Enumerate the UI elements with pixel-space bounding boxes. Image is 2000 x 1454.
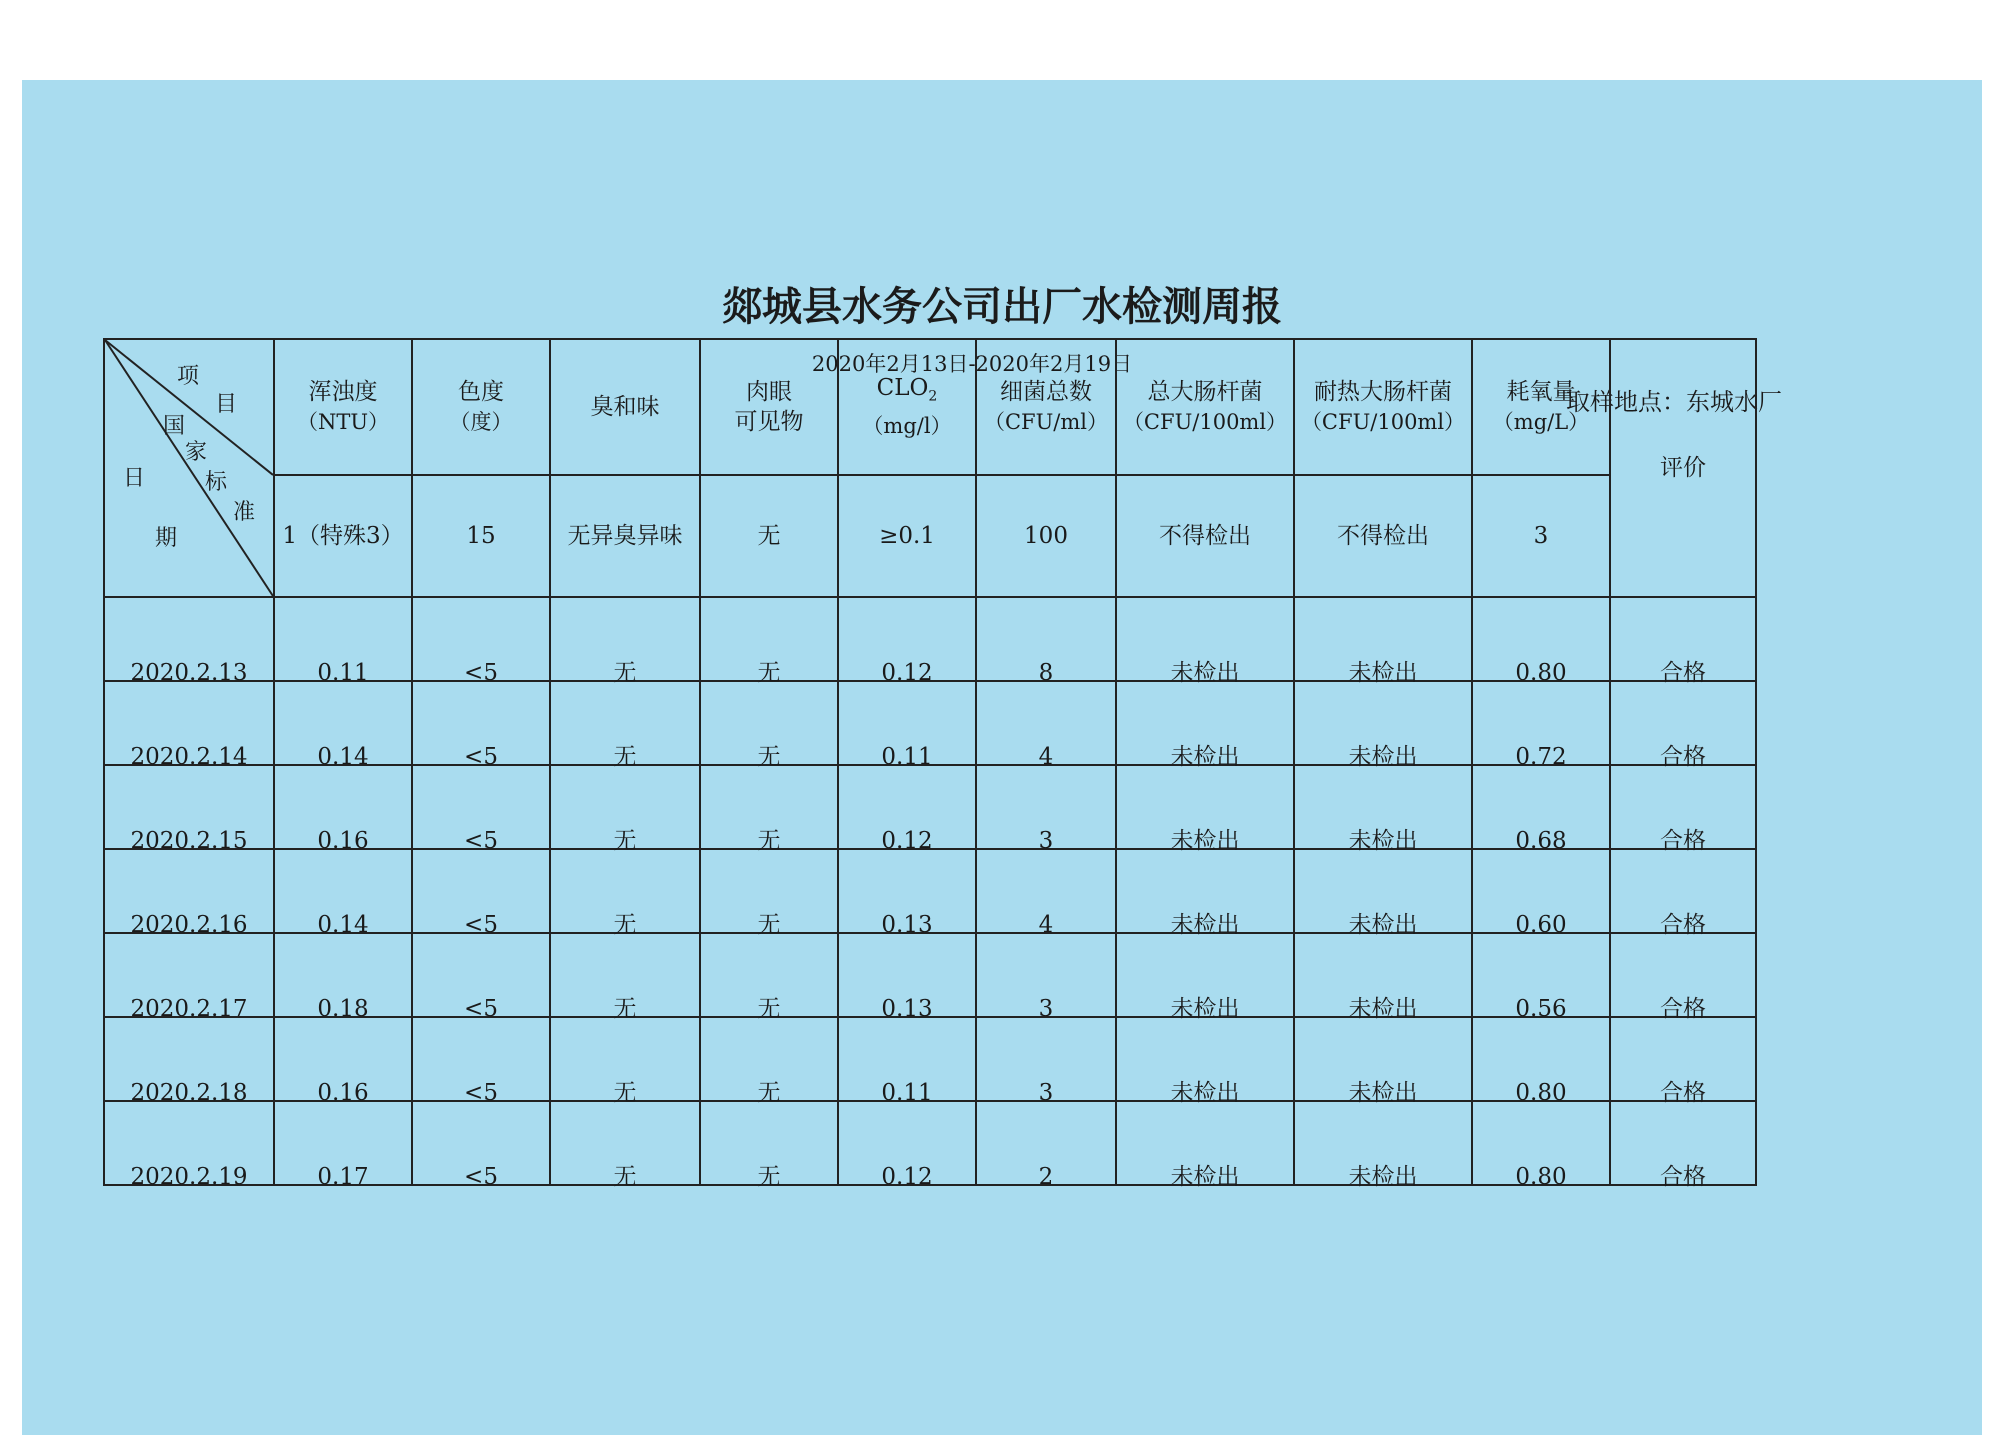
cell-value: 无 xyxy=(613,1080,637,1106)
cell-value: 合格 xyxy=(1660,660,1706,686)
cell-thermo-coliform xyxy=(1294,933,1472,1022)
cell-value: 无 xyxy=(613,744,637,770)
cell-value: 0.68 xyxy=(1515,828,1567,854)
cell-value: 无 xyxy=(613,660,637,686)
cell-value: 合格 xyxy=(1660,996,1706,1022)
cell-value: 2020.2.13 xyxy=(130,660,248,686)
cell-value: 0.11 xyxy=(881,1080,933,1106)
clo2-subscript: 2 xyxy=(928,388,938,405)
table-row xyxy=(104,849,1756,933)
cell-coliform xyxy=(1116,849,1294,938)
cell-value: 2020.2.18 xyxy=(130,1080,248,1106)
cell-value: 0.13 xyxy=(881,912,933,938)
cell-value: 0.72 xyxy=(1515,744,1567,770)
standard-coliform: 不得检出 xyxy=(1116,475,1294,597)
cell-date xyxy=(104,681,274,770)
cell-eval xyxy=(1610,681,1756,770)
thermo-coliform-unit: （CFU/100ml） xyxy=(1300,410,1466,434)
cell-odor xyxy=(550,1017,700,1106)
cell-value: 未检出 xyxy=(1348,1164,1418,1190)
cell-clo2 xyxy=(838,1101,976,1190)
cell-coliform xyxy=(1116,933,1294,1022)
cell-value: 0.16 xyxy=(317,1080,369,1106)
cell-odor xyxy=(550,849,700,938)
cell-oxygen xyxy=(1472,765,1610,854)
cell-visible xyxy=(700,1017,838,1106)
table-row xyxy=(104,681,1756,765)
oxygen-name: 耗氧量 xyxy=(1506,379,1576,405)
standard-odor: 无异臭异味 xyxy=(550,475,700,597)
cell-value: 未检出 xyxy=(1170,996,1240,1022)
cell-bacteria xyxy=(976,597,1116,686)
cell-value: 合格 xyxy=(1660,1164,1706,1190)
odor-name: 臭和味 xyxy=(590,394,660,420)
cell-bacteria xyxy=(976,933,1116,1022)
cell-value: 未检出 xyxy=(1170,912,1240,938)
cell-value: 无 xyxy=(613,912,637,938)
cell-coliform xyxy=(1116,681,1294,770)
cell-oxygen xyxy=(1472,597,1610,686)
cell-eval xyxy=(1610,597,1756,686)
report-title: 郯城县水务公司出厂水检测周报 xyxy=(722,284,1282,330)
cell-value: 0.12 xyxy=(881,828,933,854)
header-coliform xyxy=(1116,339,1294,475)
corner-date-char-2: 期 xyxy=(155,526,178,551)
standard-bacteria: 100 xyxy=(976,475,1116,597)
cell-value: 未检出 xyxy=(1348,912,1418,938)
cell-bacteria xyxy=(976,681,1116,770)
cell-visible xyxy=(700,765,838,854)
cell-value: 合格 xyxy=(1660,1080,1706,1106)
cell-color xyxy=(412,765,550,854)
cell-value: 0.14 xyxy=(317,744,369,770)
sampling-location: 取样地点：东城水厂 xyxy=(1566,388,1782,416)
cell-oxygen xyxy=(1472,1101,1610,1190)
standard-color: 15 xyxy=(412,475,550,597)
cell-color xyxy=(412,681,550,770)
bacteria-unit: （CFU/ml） xyxy=(983,410,1109,434)
header-oxygen xyxy=(1472,339,1610,475)
cell-value: 3 xyxy=(1038,996,1054,1022)
cell-thermo-coliform xyxy=(1294,765,1472,854)
cell-value: 3 xyxy=(1038,1080,1054,1106)
cell-value: 0.80 xyxy=(1515,660,1567,686)
corner-cell xyxy=(104,339,274,597)
table-row xyxy=(104,1101,1756,1185)
header-row-standards xyxy=(104,475,1756,597)
corner-standard-char-2: 家 xyxy=(185,440,208,465)
cell-value: 无 xyxy=(757,1164,781,1190)
standard-visible: 无 xyxy=(700,475,838,597)
coliform-unit: （CFU/100ml） xyxy=(1122,410,1288,434)
data-rows xyxy=(104,597,1756,1190)
cell-clo2 xyxy=(838,681,976,770)
cell-value: 3 xyxy=(1038,828,1054,854)
turbidity-unit: （NTU） xyxy=(296,410,390,434)
cell-value: <5 xyxy=(464,1164,498,1190)
cell-date xyxy=(104,1101,274,1190)
cell-bacteria xyxy=(976,765,1116,854)
cell-value: 0.60 xyxy=(1515,912,1567,938)
cell-odor xyxy=(550,765,700,854)
cell-value: 0.17 xyxy=(317,1164,369,1190)
cell-color xyxy=(412,1017,550,1106)
cell-value: 2020.2.15 xyxy=(130,828,248,854)
coliform-name: 总大肠杆菌 xyxy=(1147,379,1263,405)
header-odor xyxy=(550,339,700,475)
cell-value: 4 xyxy=(1038,912,1054,938)
header-visible-matter xyxy=(700,339,838,475)
cell-coliform xyxy=(1116,597,1294,686)
cell-eval xyxy=(1610,1017,1756,1106)
cell-value: 无 xyxy=(757,1080,781,1106)
cell-eval xyxy=(1610,933,1756,1022)
standard-thermo-coliform: 不得检出 xyxy=(1294,475,1472,597)
cell-value: 2020.2.19 xyxy=(130,1164,248,1190)
header-evaluation: 评价 xyxy=(1610,339,1756,597)
cell-bacteria xyxy=(976,849,1116,938)
cell-thermo-coliform xyxy=(1294,1101,1472,1190)
cell-visible xyxy=(700,933,838,1022)
cell-value: 4 xyxy=(1038,744,1054,770)
cell-eval xyxy=(1610,1101,1756,1190)
cell-value: 0.80 xyxy=(1515,1080,1567,1106)
cell-thermo-coliform xyxy=(1294,1017,1472,1106)
header-color xyxy=(412,339,550,475)
cell-value: <5 xyxy=(464,912,498,938)
cell-value: 8 xyxy=(1038,660,1054,686)
cell-value: 未检出 xyxy=(1170,828,1240,854)
cell-oxygen xyxy=(1472,849,1610,938)
thermo-coliform-name: 耐热大肠杆菌 xyxy=(1314,379,1452,405)
cell-visible xyxy=(700,597,838,686)
standard-turbidity: 1（特殊3） xyxy=(274,475,412,597)
cell-odor xyxy=(550,597,700,686)
cell-turbidity xyxy=(274,681,412,770)
cell-date xyxy=(104,1017,274,1106)
cell-value: 2 xyxy=(1038,1164,1054,1190)
cell-value: 未检出 xyxy=(1170,1080,1240,1106)
cell-value: 未检出 xyxy=(1348,828,1418,854)
cell-visible xyxy=(700,849,838,938)
cell-value: 0.13 xyxy=(881,996,933,1022)
cell-value: 未检出 xyxy=(1348,1080,1418,1106)
cell-odor xyxy=(550,1101,700,1190)
cell-color xyxy=(412,849,550,938)
turbidity-name: 浑浊度 xyxy=(308,379,378,405)
water-quality-table xyxy=(103,338,1757,1190)
cell-value: 0.12 xyxy=(881,660,933,686)
cell-oxygen xyxy=(1472,681,1610,770)
cell-value: 合格 xyxy=(1660,828,1706,854)
cell-coliform xyxy=(1116,1017,1294,1106)
cell-bacteria xyxy=(976,1101,1116,1190)
corner-item-char-1: 项 xyxy=(177,364,200,389)
cell-value: <5 xyxy=(464,660,498,686)
clo2-unit: （mg/l） xyxy=(862,414,952,439)
header-thermo-coliform xyxy=(1294,339,1472,475)
cell-date xyxy=(104,849,274,938)
cell-value: <5 xyxy=(464,828,498,854)
cell-value: 未检出 xyxy=(1348,744,1418,770)
standard-clo2: ≥0.1 xyxy=(838,475,976,597)
visible-name: 肉眼 xyxy=(746,379,792,405)
cell-value: 未检出 xyxy=(1170,660,1240,686)
cell-value: 0.14 xyxy=(317,912,369,938)
cell-value: 无 xyxy=(613,996,637,1022)
header-row-items xyxy=(104,339,1756,475)
cell-value: 无 xyxy=(757,660,781,686)
cell-value: 0.18 xyxy=(317,996,369,1022)
cell-date xyxy=(104,765,274,854)
cell-clo2 xyxy=(838,849,976,938)
cell-turbidity xyxy=(274,1101,412,1190)
cell-value: 无 xyxy=(757,996,781,1022)
cell-value: 0.80 xyxy=(1515,1164,1567,1190)
cell-clo2 xyxy=(838,765,976,854)
corner-standard-char-4: 准 xyxy=(233,500,256,525)
cell-coliform xyxy=(1116,1101,1294,1190)
cell-color xyxy=(412,1101,550,1190)
cell-value: 无 xyxy=(613,1164,637,1190)
table-row xyxy=(104,765,1756,849)
corner-standard-char-3: 标 xyxy=(205,470,228,495)
cell-value: <5 xyxy=(464,996,498,1022)
clo2-name: $CLO_2$ xyxy=(876,374,938,405)
cell-value: 0.11 xyxy=(881,744,933,770)
corner-item-char-2: 目 xyxy=(215,392,238,417)
cell-value: 合格 xyxy=(1660,744,1706,770)
cell-turbidity xyxy=(274,597,412,686)
header-clo2 xyxy=(838,339,976,475)
cell-date xyxy=(104,933,274,1022)
table-row xyxy=(104,933,1756,1017)
cell-value: 无 xyxy=(757,744,781,770)
cell-oxygen xyxy=(1472,933,1610,1022)
cell-odor xyxy=(550,933,700,1022)
cell-coliform xyxy=(1116,765,1294,854)
cell-turbidity xyxy=(274,933,412,1022)
visible-unit: 可见物 xyxy=(734,409,804,435)
cell-color xyxy=(412,933,550,1022)
cell-odor xyxy=(550,681,700,770)
cell-value: 无 xyxy=(757,828,781,854)
cell-color xyxy=(412,597,550,686)
cell-thermo-coliform xyxy=(1294,849,1472,938)
cell-thermo-coliform xyxy=(1294,681,1472,770)
cell-visible xyxy=(700,1101,838,1190)
table-row xyxy=(104,597,1756,681)
corner-date-char-1: 日 xyxy=(123,466,146,491)
corner-standard-char-1: 国 xyxy=(163,414,186,439)
cell-eval xyxy=(1610,849,1756,938)
table-row xyxy=(104,1017,1756,1101)
cell-value: <5 xyxy=(464,1080,498,1106)
cell-eval xyxy=(1610,765,1756,854)
color-name: 色度 xyxy=(458,379,504,405)
cell-value: 无 xyxy=(757,912,781,938)
cell-clo2 xyxy=(838,597,976,686)
oxygen-unit: （mg/L） xyxy=(1492,410,1590,434)
bacteria-name: 细菌总数 xyxy=(1000,379,1092,405)
cell-value: 无 xyxy=(613,828,637,854)
cell-value: 2020.2.17 xyxy=(130,996,248,1022)
cell-value: 0.56 xyxy=(1515,996,1567,1022)
header-bacteria xyxy=(976,339,1116,475)
cell-value: 0.16 xyxy=(317,828,369,854)
cell-bacteria xyxy=(976,1017,1116,1106)
color-unit: （度） xyxy=(449,410,513,434)
cell-clo2 xyxy=(838,933,976,1022)
cell-clo2 xyxy=(838,1017,976,1106)
header-turbidity xyxy=(274,339,412,475)
cell-value: 0.12 xyxy=(881,1164,933,1190)
cell-turbidity xyxy=(274,1017,412,1106)
cell-turbidity xyxy=(274,765,412,854)
cell-visible xyxy=(700,681,838,770)
cell-value: 未检出 xyxy=(1170,744,1240,770)
cell-value: 合格 xyxy=(1660,912,1706,938)
cell-value: 未检出 xyxy=(1348,660,1418,686)
cell-value: 2020.2.14 xyxy=(130,744,248,770)
cell-date xyxy=(104,597,274,686)
cell-turbidity xyxy=(274,849,412,938)
date-range: 2020年2月13日-2020年2月19日 xyxy=(811,352,1133,376)
cell-value: 2020.2.16 xyxy=(130,912,248,938)
cell-value: 未检出 xyxy=(1170,1164,1240,1190)
cell-value: 0.11 xyxy=(317,660,369,686)
cell-oxygen xyxy=(1472,1017,1610,1106)
cell-value: <5 xyxy=(464,744,498,770)
standard-oxygen: 3 xyxy=(1472,475,1610,597)
cell-thermo-coliform xyxy=(1294,597,1472,686)
cell-value: 未检出 xyxy=(1348,996,1418,1022)
